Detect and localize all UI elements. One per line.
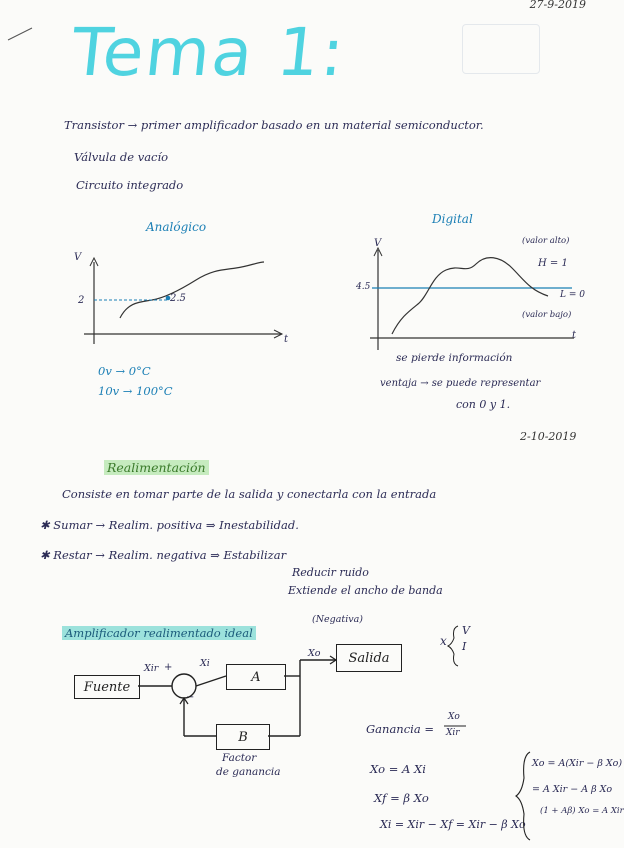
digital-note-3: con 0 y 1. bbox=[456, 398, 511, 411]
amplifier-heading-text: Amplificador realimentado ideal bbox=[62, 626, 256, 640]
a-box-label: A bbox=[251, 669, 261, 685]
digital-threshold: 4.5 bbox=[356, 282, 371, 292]
feedback-definition: Consiste en tomar parte de la salida y conectarla con la entrada bbox=[62, 487, 437, 501]
digital-y-label: V bbox=[374, 238, 382, 249]
digital-note-2: ventaja → se puede representar bbox=[380, 378, 541, 389]
analog-note-2: 10v → 100°C bbox=[98, 384, 173, 398]
gain-denominator: Xir bbox=[446, 728, 460, 738]
feedback-heading-text: Realimentación bbox=[104, 460, 209, 475]
xy-brace bbox=[448, 626, 458, 666]
analog-note-1: 0v → 0°C bbox=[98, 364, 151, 378]
digital-signal-curve bbox=[392, 258, 548, 334]
wire-sum-a bbox=[196, 676, 226, 686]
digital-low-level: L = 0 bbox=[560, 290, 585, 300]
analog-sample-point bbox=[166, 296, 171, 301]
factor-label-1: Factor bbox=[222, 752, 257, 764]
intro-line-3: Circuito integrado bbox=[76, 178, 184, 192]
xir-label: Xir bbox=[144, 663, 159, 674]
system-brace bbox=[516, 752, 530, 840]
minus-sign: − bbox=[186, 692, 195, 703]
date-mid: 2-10-2019 bbox=[520, 430, 577, 443]
pen-mark bbox=[8, 28, 32, 40]
analog-heading: Analógico bbox=[146, 220, 207, 234]
plus-sign: + bbox=[164, 662, 173, 673]
i-label: I bbox=[462, 640, 467, 653]
analog-signal-curve bbox=[120, 262, 264, 318]
output-box-label: Salida bbox=[348, 650, 390, 666]
analog-point-label: 2.5 bbox=[170, 293, 186, 304]
intro-line-2: Válvula de vacío bbox=[74, 150, 169, 164]
analog-y-label: V bbox=[74, 252, 82, 263]
equation-3: Xi = Xir − Xf = Xir − β Xo bbox=[380, 818, 526, 831]
equation-1: Xo = A Xi bbox=[370, 762, 426, 776]
equation-2: Xf = β Xo bbox=[374, 791, 429, 805]
digital-high-note: (valor alto) bbox=[522, 236, 570, 246]
analog-x-label: t bbox=[284, 334, 289, 345]
summing-junction bbox=[172, 674, 196, 698]
b-box-label: B bbox=[238, 729, 248, 745]
v-label: V bbox=[462, 624, 470, 637]
feedback-sub-line: ✱ Restar → Realim. negativa ⇒ Estabilizar bbox=[40, 548, 287, 562]
gain-label: Ganancia = bbox=[366, 722, 434, 736]
factor-label-2: de ganancia bbox=[216, 766, 281, 778]
digital-x-label: t bbox=[572, 330, 577, 341]
date-top: 27-9-2019 bbox=[529, 0, 586, 11]
amplifier-subheading: (Negativa) bbox=[312, 614, 363, 625]
digital-heading: Digital bbox=[432, 212, 473, 226]
xy-label: x bbox=[440, 634, 447, 648]
xi-label: Xi bbox=[200, 658, 210, 669]
intro-line-1: Transistor → primer amplificador basado en un material semiconductor. bbox=[64, 118, 484, 132]
source-box-label: Fuente bbox=[83, 679, 131, 695]
feedback-add-line: ✱ Sumar → Realim. positiva ⇒ Inestabilidad. bbox=[40, 518, 299, 532]
system-eq-2: = A Xir − A β Xo bbox=[532, 784, 613, 795]
digital-low-note: (valor bajo) bbox=[522, 310, 572, 320]
gain-numerator: Xo bbox=[448, 712, 460, 722]
system-eq-1: Xo = A(Xir − β Xo) bbox=[532, 758, 623, 769]
digital-high-level: H = 1 bbox=[538, 258, 568, 269]
digital-note-1: se pierde información bbox=[396, 352, 513, 364]
system-eq-3: (1 + Aβ) Xo = A Xir bbox=[540, 806, 624, 816]
feedback-sub-line-3: Extiende el ancho de banda bbox=[288, 584, 443, 597]
xo-label: Xo bbox=[308, 648, 321, 659]
feedback-sub-line-2: Reducir ruido bbox=[292, 566, 369, 579]
analog-tick-left: 2 bbox=[78, 295, 85, 306]
page-title: Tema 1: bbox=[67, 14, 350, 91]
